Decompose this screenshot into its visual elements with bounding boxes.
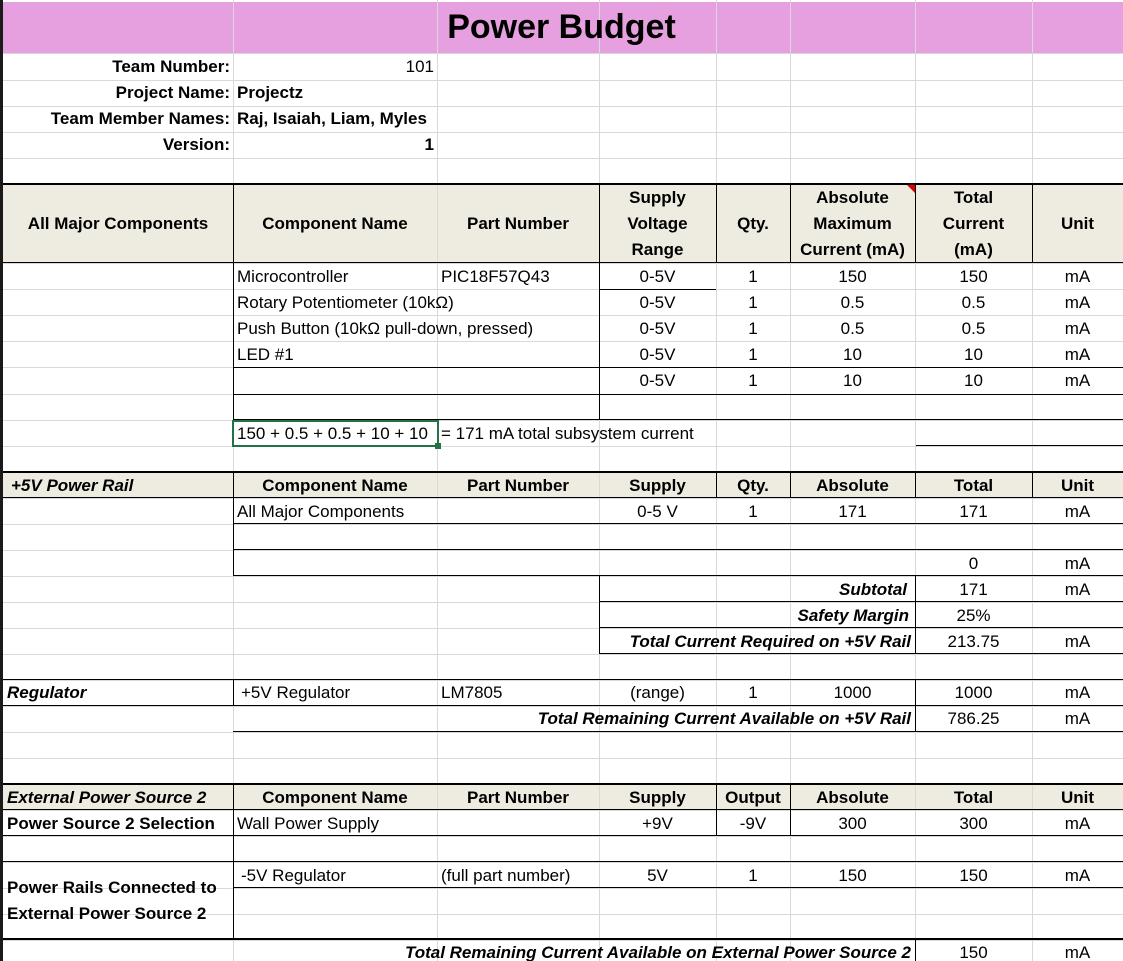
rail5v-row-total[interactable]: 171 <box>959 502 988 521</box>
supply-cell[interactable]: 0-5V <box>639 293 676 312</box>
header-component-name: Component Name <box>262 214 408 233</box>
qty-cell[interactable]: 1 <box>748 267 758 286</box>
ext-rails-label-line1: Power Rails Connected to <box>7 878 217 897</box>
rail5v-header-part: Part Number <box>466 476 570 495</box>
total-cell[interactable]: 0.5 <box>961 319 986 338</box>
regulator-absolute[interactable]: 1000 <box>833 683 872 702</box>
team-members-label: Team Member Names: <box>50 109 230 128</box>
formula-result-text[interactable]: = 171 mA total subsystem current <box>441 424 694 443</box>
supply-cell[interactable]: 0-5V <box>639 267 676 286</box>
header-total-line2: Current <box>942 214 1005 233</box>
remaining-5v-unit[interactable]: mA <box>1064 709 1091 728</box>
ext-regulator-name[interactable]: -5V Regulator <box>241 866 346 885</box>
header-qty: Qty. <box>737 214 769 233</box>
ext-regulator-qty[interactable]: 1 <box>748 866 758 885</box>
regulator-qty[interactable]: 1 <box>748 683 758 702</box>
absmax-cell[interactable]: 0.5 <box>840 293 865 312</box>
ext-remaining-value[interactable]: 150 <box>959 943 988 961</box>
unit-cell[interactable]: mA <box>1064 371 1091 390</box>
supply-cell[interactable]: 0-5V <box>639 371 676 390</box>
ext-regulator-part[interactable]: (full part number) <box>441 866 571 885</box>
formula-cell[interactable]: 150 + 0.5 + 0.5 + 10 + 10 <box>237 424 428 443</box>
version-label: Version: <box>162 135 230 154</box>
rail5v-header-qty: Qty. <box>737 476 769 495</box>
component-name-cell[interactable]: Microcontroller <box>237 267 349 286</box>
regulator-supply[interactable]: (range) <box>630 683 685 702</box>
rail5v-row-unit[interactable]: mA <box>1064 502 1091 521</box>
unit-cell[interactable]: mA <box>1064 319 1091 338</box>
header-absolute-max-current <box>790 185 915 263</box>
unit-cell[interactable]: mA <box>1064 345 1091 364</box>
component-name-cell[interactable]: Push Button (10kΩ pull-down, pressed) <box>237 319 534 338</box>
safety-margin-label: Safety Margin <box>797 606 909 625</box>
rail5v-header-absolute: Absolute <box>816 476 889 495</box>
ext-selection-output[interactable]: -9V <box>739 814 767 833</box>
total-cell[interactable]: 0.5 <box>961 293 986 312</box>
header-supply-line2: Voltage <box>627 214 688 233</box>
ext-header-supply: Supply <box>629 788 686 807</box>
rail5v-row-absolute[interactable]: 171 <box>838 502 867 521</box>
rail5v-row-supply[interactable]: 0-5 V <box>637 502 678 521</box>
version-value[interactable]: 1 <box>424 135 434 154</box>
header-supply-voltage-range <box>599 185 716 263</box>
header-total-line1: Total <box>953 188 994 207</box>
subtotal-label: Subtotal <box>839 580 907 599</box>
header-absmax-line2: Maximum <box>813 214 892 233</box>
regulator-part[interactable]: LM7805 <box>441 683 503 702</box>
component-name-cell[interactable]: LED #1 <box>237 345 294 364</box>
ext-header-unit: Unit <box>1060 788 1095 807</box>
rail5v-empty-unit[interactable]: mA <box>1064 554 1091 573</box>
absmax-cell[interactable]: 150 <box>838 267 867 286</box>
subtotal-unit[interactable]: mA <box>1064 580 1091 599</box>
ext-remaining-label: Total Remaining Current Available on External Power Source 2 <box>404 943 911 961</box>
rail5v-header-name: Component Name <box>262 476 408 495</box>
unit-cell[interactable]: mA <box>1064 267 1091 286</box>
safety-margin-value[interactable]: 25% <box>956 606 991 625</box>
ext-header-output: Output <box>725 788 781 807</box>
team-number-value[interactable]: 101 <box>405 57 434 76</box>
comment-indicator[interactable] <box>907 185 915 193</box>
absmax-cell[interactable]: 0.5 <box>840 319 865 338</box>
header-part-number: Part Number <box>466 214 570 233</box>
ext-selection-label: Power Source 2 Selection <box>7 814 215 833</box>
qty-cell[interactable]: 1 <box>748 371 758 390</box>
rail5v-header-unit: Unit <box>1060 476 1095 495</box>
total-cell[interactable]: 10 <box>964 345 983 364</box>
ext-section-label: External Power Source 2 <box>7 788 207 807</box>
regulator-unit[interactable]: mA <box>1064 683 1091 702</box>
ext-selection-value[interactable]: Wall Power Supply <box>237 814 380 833</box>
header-total-current <box>915 185 1032 263</box>
subtotal-value[interactable]: 171 <box>959 580 988 599</box>
project-name-value[interactable]: Projectz <box>237 83 304 102</box>
supply-cell[interactable]: 0-5V <box>639 345 676 364</box>
total-cell[interactable]: 10 <box>964 371 983 390</box>
ext-regulator-supply[interactable]: 5V <box>647 866 668 885</box>
ext-selection-total[interactable]: 300 <box>959 814 988 833</box>
ext-selection-supply[interactable]: +9V <box>642 814 673 833</box>
rail5v-row-qty[interactable]: 1 <box>748 502 758 521</box>
team-number-label: Team Number: <box>112 57 230 76</box>
rail5v-header-supply: Supply <box>629 476 686 495</box>
team-members-value[interactable]: Raj, Isaiah, Liam, Myles <box>237 109 427 128</box>
rail5v-empty-total[interactable]: 0 <box>968 554 979 573</box>
regulator-name[interactable]: +5V Regulator <box>241 683 351 702</box>
header-supply-line3: Range <box>631 240 684 259</box>
rail5v-header-total: Total <box>953 476 994 495</box>
regulator-total[interactable]: 1000 <box>954 683 993 702</box>
ext-regulator-absolute[interactable]: 150 <box>838 866 867 885</box>
regulator-section-label: Regulator <box>7 683 87 702</box>
header-unit: Unit <box>1060 214 1095 233</box>
header-total-line3: (mA) <box>954 240 993 259</box>
supply-cell[interactable]: 0-5V <box>639 319 676 338</box>
ext-rails-label-line2: External Power Source 2 <box>7 904 207 923</box>
total-required-label: Total Current Required on +5V Rail <box>629 632 911 651</box>
total-required-value[interactable]: 213.75 <box>947 632 1000 651</box>
ext-remaining-unit[interactable]: mA <box>1064 943 1091 961</box>
ext-header-name: Component Name <box>262 788 408 807</box>
ext-selection-absolute[interactable]: 300 <box>838 814 867 833</box>
header-absmax-line1: Absolute <box>816 188 889 207</box>
absmax-cell[interactable]: 10 <box>843 371 862 390</box>
ext-header-absolute: Absolute <box>816 788 889 807</box>
part-number-cell[interactable]: PIC18F57Q43 <box>441 267 550 286</box>
components-section-label: All Major Components <box>27 214 209 233</box>
ext-header-total: Total <box>953 788 994 807</box>
rail5v-row-name[interactable]: All Major Components <box>237 502 405 521</box>
component-name-cell[interactable]: Rotary Potentiometer (10kΩ) <box>237 293 454 312</box>
qty-cell[interactable]: 1 <box>748 293 758 312</box>
ext-regulator-unit[interactable]: mA <box>1064 866 1091 885</box>
remaining-5v-label: Total Remaining Current Available on +5V Rail <box>537 709 911 728</box>
sheet-title: Power Budget <box>447 8 676 46</box>
qty-cell[interactable]: 1 <box>748 319 758 338</box>
header-absmax-line3: Current (mA) <box>800 240 905 259</box>
unit-cell[interactable]: mA <box>1064 293 1091 312</box>
ext-regulator-total[interactable]: 150 <box>959 866 988 885</box>
project-name-label: Project Name: <box>115 83 230 102</box>
ext-header-part: Part Number <box>466 788 570 807</box>
header-supply-line1: Supply <box>629 188 686 207</box>
total-cell[interactable]: 150 <box>959 267 988 286</box>
remaining-5v-value[interactable]: 786.25 <box>947 709 1000 728</box>
absmax-cell[interactable]: 10 <box>843 345 862 364</box>
qty-cell[interactable]: 1 <box>748 345 758 364</box>
ext-selection-unit[interactable]: mA <box>1064 814 1091 833</box>
total-required-unit[interactable]: mA <box>1064 632 1091 651</box>
rail5v-section-label: +5V Power Rail <box>11 476 134 495</box>
